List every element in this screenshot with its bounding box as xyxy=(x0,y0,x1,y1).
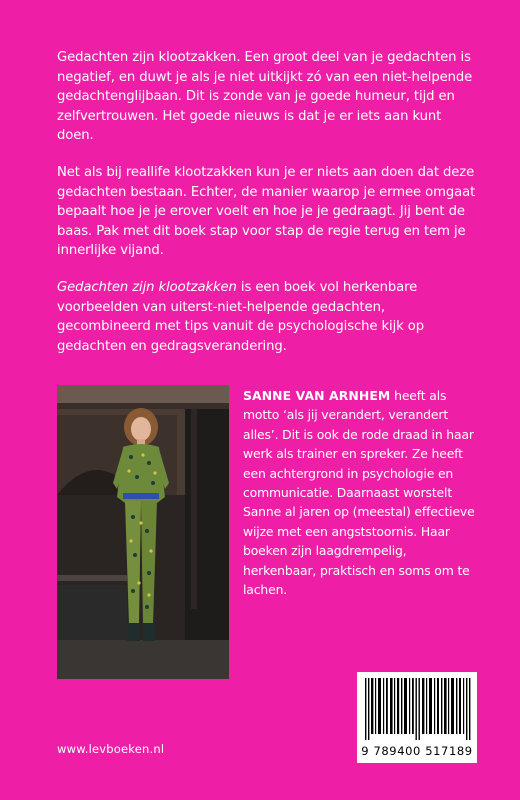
blurb-paragraph-3 xyxy=(57,278,477,356)
blurb-paragraph-1: Gedachten zijn klootzakken. Een groot deel van je gedachten is negatief, en duwt je als je niet uitkijkt zó van een niet-helpende gedachtenglijbaan. Dit is zonde van je goede humeur, tijd en zelfvertrouwen. Het goede nieuws is dat je er iets aan kunt doen. xyxy=(57,50,473,144)
author-bio xyxy=(243,386,475,599)
barcode-bars xyxy=(363,678,471,740)
isbn-barcode xyxy=(357,672,477,763)
isbn-digits: 9 789400 517189 xyxy=(361,744,473,758)
blurb-paragraph-3-text: is een boek vol herkenbare voorbeelden van uiterst-niet-helpende gedachten, gecombineerd met tips vanuit de psychologische kijk op gedachten en gedragsverandering. xyxy=(57,279,425,354)
back-cover-blurb xyxy=(57,48,477,373)
blurb-paragraph-2: Net als bij reallife klootzakken kun je er niets aan doen dat deze gedachten bestaan. Echter, de manier waarop je ermee omgaat bepaalt hoe je je erover voelt en hoe je je gedraagt. Jij bent de baas. Pak met dit boek stap voor stap de regie terug en tem je innerlijke vijand. xyxy=(57,164,476,259)
publisher-website: www.levboeken.nl xyxy=(57,742,165,756)
author-photo xyxy=(57,385,229,679)
author-name: SANNE VAN ARNHEM xyxy=(243,388,391,403)
book-title-italic: Gedachten zijn klootzakken xyxy=(57,279,237,295)
author-bio-text: heeft als motto ‘als jij verandert, verandert alles’. Dit is ook de rode draad in haar werk als trainer en spreker. Ze heeft een achtergrond in psychologie en communicatie. Daarnaast worstelt Sanne al jaren op (meestal) effectieve wijze met een angststoornis. Haar boeken zijn laagdrempelig, herkenbaar, praktisch en soms om te lachen. xyxy=(243,388,475,598)
